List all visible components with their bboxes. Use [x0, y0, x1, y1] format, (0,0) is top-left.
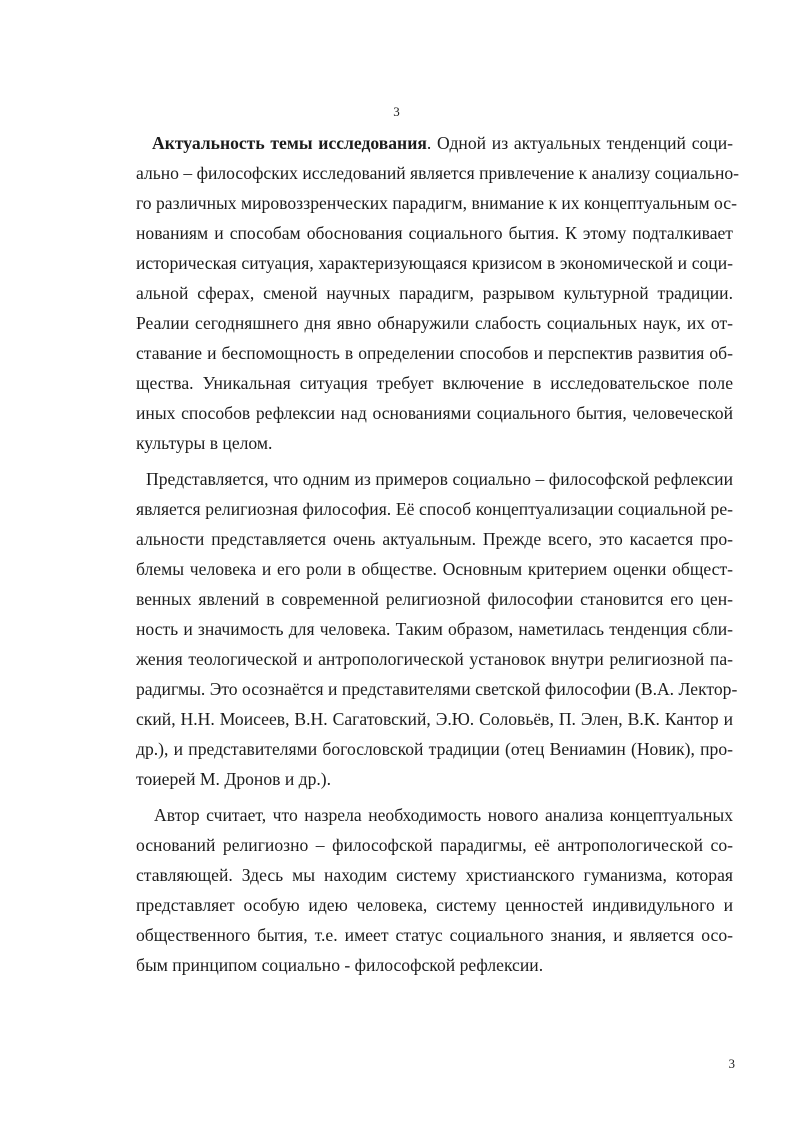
paragraph-line: иных способов рефлексии над основаниями социального бытия, человеческой [136, 403, 733, 423]
paragraph-line: венных явлений в современной религиозной философии становится его цен- [136, 589, 733, 609]
paragraph-line: представляет особую идею человека, систему ценностей индивидульного и [136, 895, 733, 915]
paragraph-author-position [136, 800, 733, 980]
paragraph-line: нованиям и способам обоснования социального бытия. К этому подталкивает [136, 223, 733, 243]
paragraph-line: альности представляется очень актуальным. Прежде всего, это касается про- [136, 529, 733, 549]
paragraph-line: общественного бытия, т.е. имеет статус социального знания, и является осо- [136, 925, 733, 945]
paragraph-line: Реалии сегодняшнего дня явно обнаружили слабость социальных наук, их от- [136, 313, 733, 333]
paragraph-line: ставляющей. Здесь мы находим систему христианского гуманизма, которая [136, 865, 733, 885]
paragraph-line: культуры в целом. [136, 433, 273, 453]
paragraph-line: оснований религиозно – философской парадигмы, её антропологической со- [136, 835, 733, 855]
paragraph-line: жения теологической и антропологической установок внутри религиозной па- [136, 649, 733, 669]
paragraph-line: является религиозная философия. Её способ концептуализации социальной ре- [136, 499, 733, 519]
paragraph-line: др.), и представителями богословской традиции (отец Вениамин (Новик), про- [136, 739, 733, 759]
document-body [136, 128, 740, 980]
paragraph-line: ность и значимость для человека. Таким образом, наметилась тенденция сбли- [136, 619, 733, 639]
paragraph-line: ский, Н.Н. Моисеев, В.Н. Сагатовский, Э.Ю. Соловьёв, П. Элен, В.К. Кантор и [136, 709, 733, 729]
paragraph-line: тоиерей М. Дронов и др.). [136, 769, 332, 789]
section-heading: Актуальность темы исследования [152, 133, 427, 153]
paragraph-line: Автор считает, что назрела необходимость нового анализа концептуальных [154, 805, 733, 825]
paragraph-line: го различных мировоззренческих парадигм, внимание к их концептуальным ос- [136, 193, 737, 213]
paragraph-line: ставание и беспомощность в определении способов и перспектив развития об- [136, 343, 733, 363]
paragraph-actuality [136, 128, 740, 458]
page-number-top: 3 [393, 104, 400, 119]
paragraph-line: Представляется, что одним из примеров социально – философской рефлексии [146, 469, 733, 489]
page-number-bottom: 3 [728, 1056, 735, 1071]
paragraph-line: блемы человека и его роли в обществе. Основным критерием оценки общест- [136, 559, 733, 579]
paragraph-line: щества. Уникальная ситуация требует включение в исследовательское поле [136, 373, 733, 393]
paragraph-line: ально – философских исследований является привлечение к анализу социально- [136, 163, 740, 183]
paragraph-line: Актуальность темы исследования. Одной из актуальных тенденций соци- [152, 133, 733, 153]
paragraph-religious-philosophy [136, 464, 738, 794]
paragraph-line: альной сферах, сменой научных парадигм, разрывом культурной традиции. [136, 283, 733, 303]
paragraph-line: историческая ситуация, характеризующаяся кризисом в экономической и соци- [136, 253, 733, 273]
paragraph-line: бым принципом социально - философской рефлексии. [136, 955, 544, 975]
paragraph-line: радигмы. Это осознаётся и представителями светской философии (В.А. Лектор- [136, 679, 738, 699]
